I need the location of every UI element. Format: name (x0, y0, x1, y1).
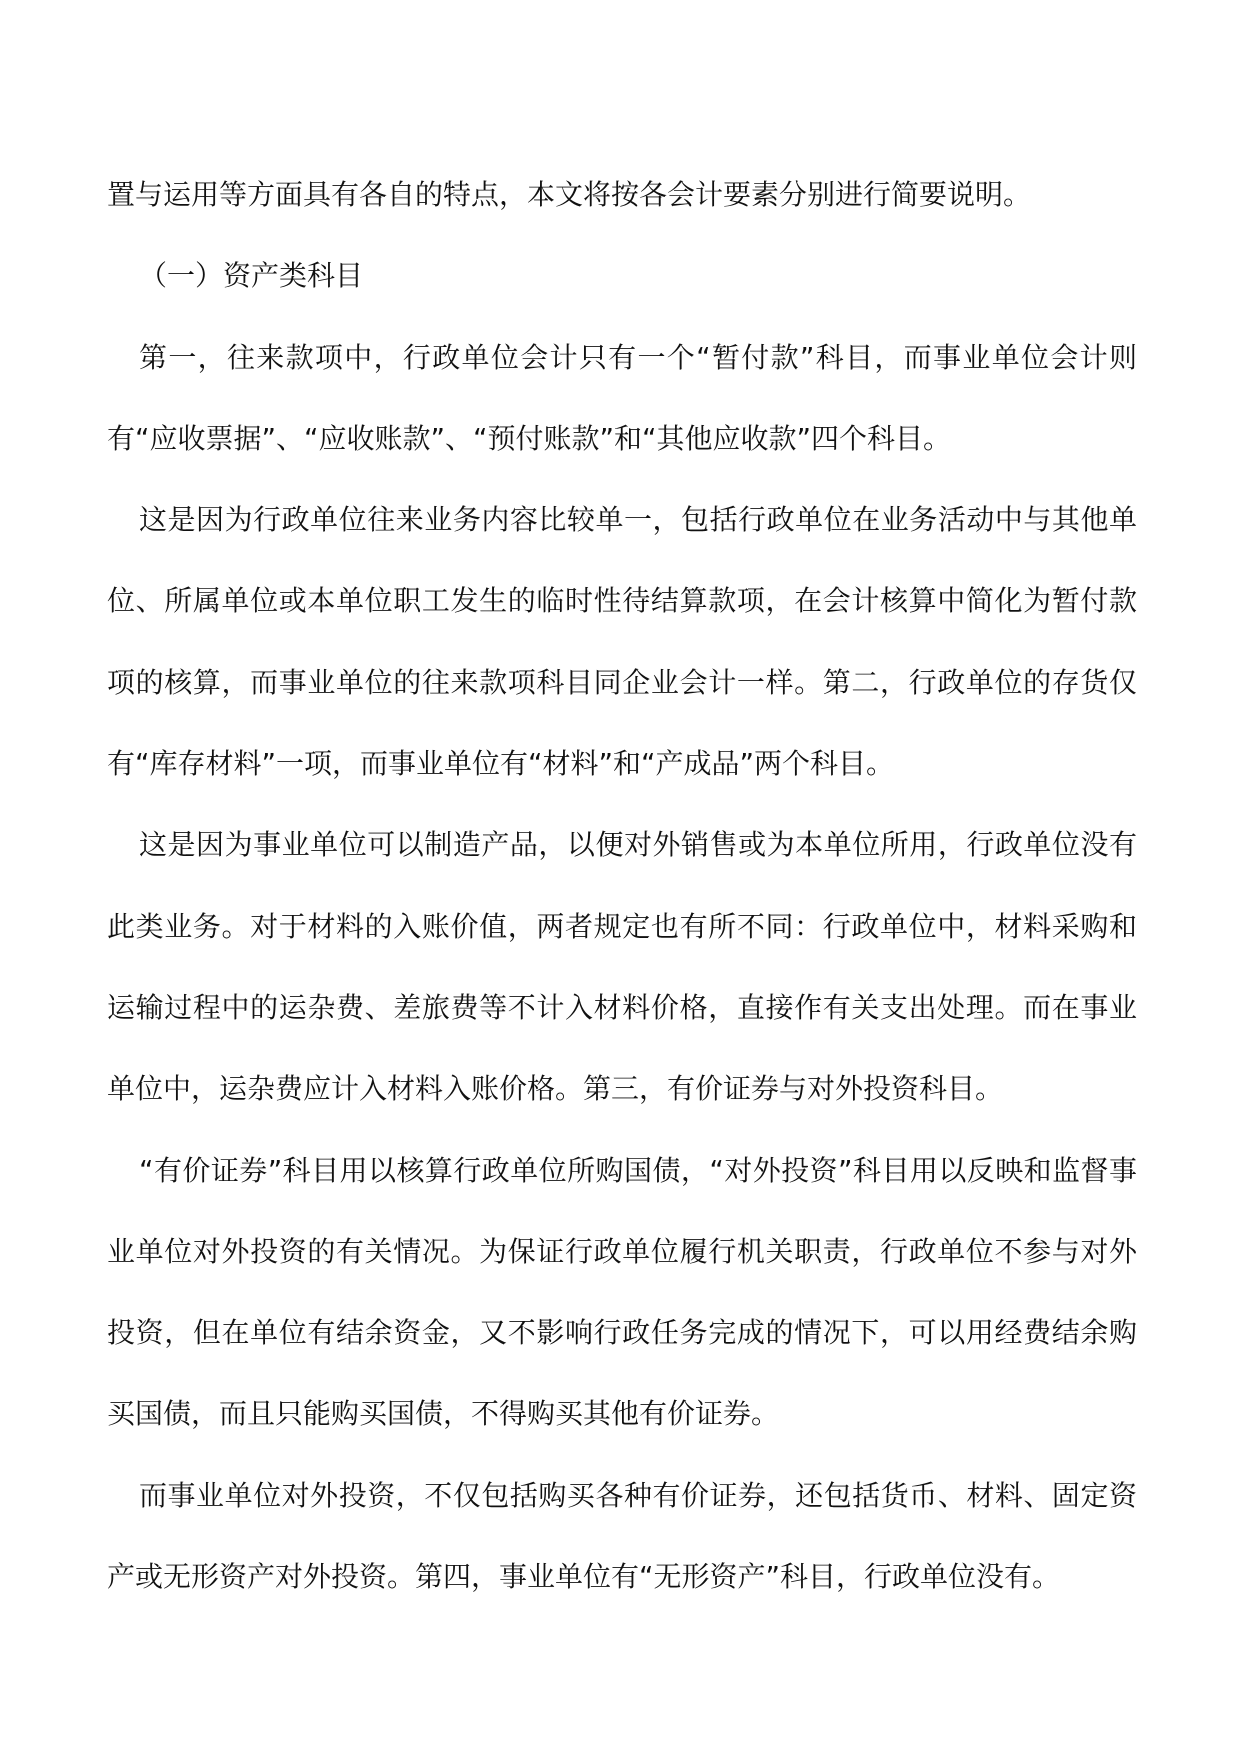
paragraph-investment-intangibles: 而事业单位对外投资，不仅包括购买各种有价证券，还包括货币、材料、固定资产或无形资产对外投资。第四，事业单位有“无形资产”科目，行政单位没有。 (107, 1478, 1137, 1594)
paragraph-materials-explanation: 这是因为事业单位可以制造产品，以便对外销售或为本单位所用，行政单位没有此类业务。对于材料的入账价值，两者规定也有所不同：行政单位中，材料采购和运输过程中的运杂费、差旅费等不计入材料价格，直接作有关支出处理。而在事业单位中，运杂费应计入材料入账价格。第三，有价证券与对外投资科目。 (107, 828, 1137, 1106)
paragraph-intro-continuation: 置与运用等方面具有各自的特点，本文将按各会计要素分别进行简要说明。 (107, 178, 1032, 211)
paragraph-receivables-explanation: 这是因为行政单位往来业务内容比较单一，包括行政单位在业务活动中与其他单位、所属单位或本单位职工发生的临时性待结算款项，在会计核算中简化为暂付款项的核算，而事业单位的往来款项科目同企业会计一样。第二，行政单位的存货仅有“库存材料”一项，而事业单位有“材料”和“产成品”两个科目。 (107, 503, 1137, 781)
paragraph-securities-investment: “有价证券”科目用以核算行政单位所购国债，“对外投资”科目用以反映和监督事业单位对外投资的有关情况。为保证行政单位履行机关职责，行政单位不参与对外投资，但在单位有结余资金，又不影响行政任务完成的情况下，可以用经费结余购买国债，而且只能购买国债，不得购买其他有价证券。 (107, 1153, 1137, 1431)
document-page (107, 154, 1137, 1617)
paragraph-first-point: 第一，往来款项中，行政单位会计只有一个“暂付款”科目，而事业单位会计则有“应收票据”、“应收账款”、“预付账款”和“其他应收款”四个科目。 (107, 340, 1137, 455)
section-heading-assets: （一）资产类科目 (139, 259, 364, 293)
